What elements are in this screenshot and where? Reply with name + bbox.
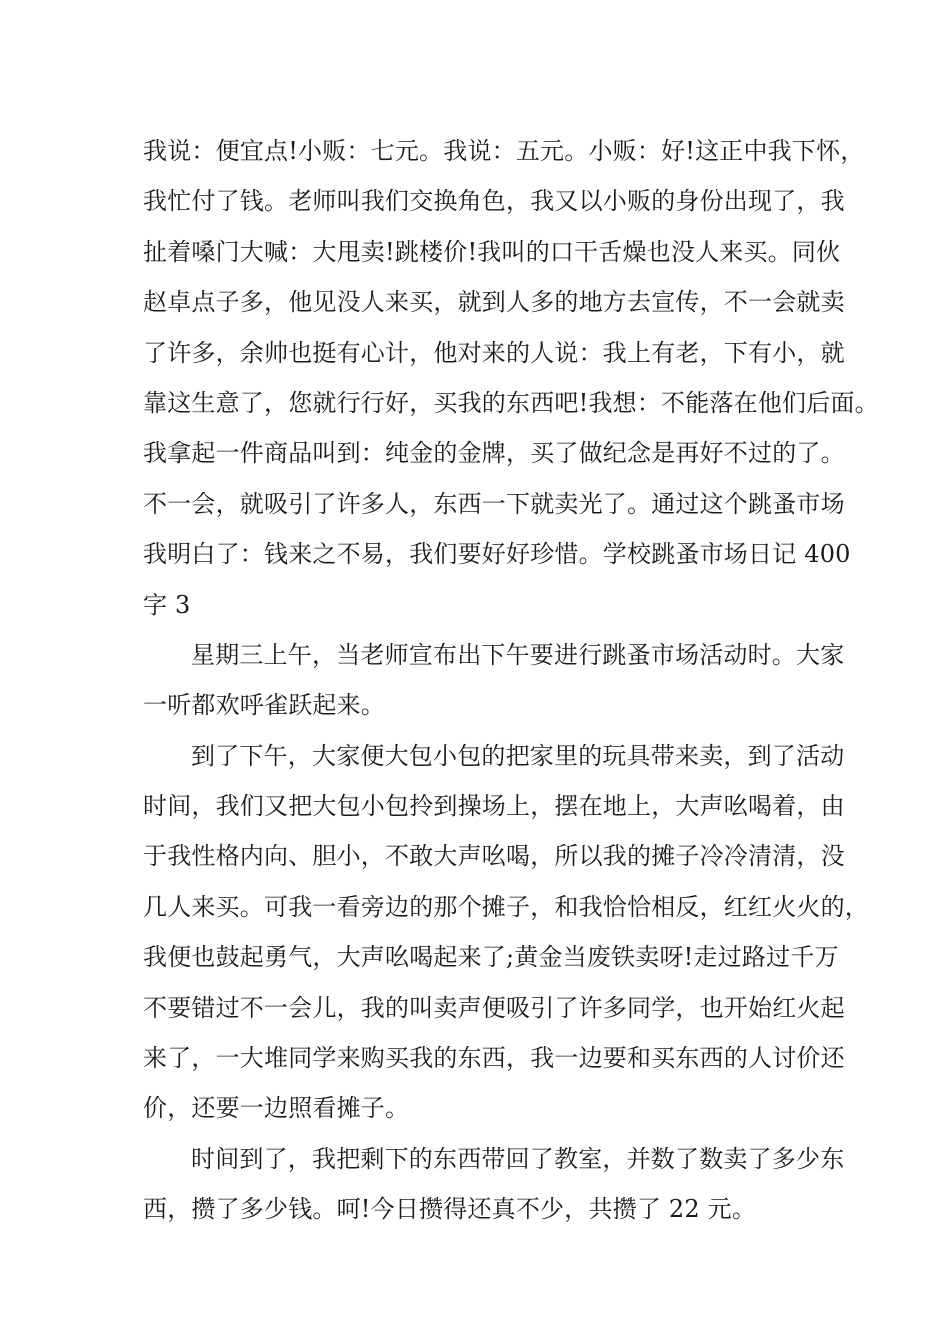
text-line: 几人来买。可我一看旁边的那个摊子，和我恰恰相反，红红火火的， bbox=[143, 892, 869, 921]
paragraph-start-line: 星期三上午，当老师宣布出下午要进行跳蚤市场活动时。大家 bbox=[191, 640, 845, 669]
text-line: 不一会，就吸引了许多人，东西一下就卖光了。通过这个跳蚤市场 bbox=[143, 489, 845, 518]
text-line: 我便也鼓起勇气，大声吆喝起来了;黄金当废铁卖呀!走过路过千万 bbox=[143, 943, 839, 972]
text-line: 一听都欢呼雀跃起来。 bbox=[143, 691, 385, 720]
diary-text bbox=[143, 126, 879, 1235]
text-line: 于我性格内向、胆小，不敢大声吆喝，所以我的摊子冷冷清清，没 bbox=[143, 842, 845, 871]
text-line: 扯着嗓门大喊：大甩卖!跳楼价!我叫的口干舌燥也没人来买。同伙 bbox=[143, 237, 841, 266]
text-line: 我说：便宜点!小贩：七元。我说：五元。小贩：好!这正中我下怀， bbox=[143, 137, 865, 165]
text-line: 西，攒了多少钱。呵!今日攒得还真不少，共攒了 22 元。 bbox=[143, 1195, 757, 1224]
text-line: 我忙付了钱。老师叫我们交换角色，我又以小贩的身份出现了，我 bbox=[143, 187, 845, 216]
paragraph-start-line: 时间到了，我把剩下的东西带回了教室，并数了数卖了多少东 bbox=[191, 1144, 845, 1173]
text-line: 我明白了：钱来之不易，我们要好好珍惜。学校跳蚤市场日记 400 bbox=[143, 540, 851, 569]
text-line: 了许多，余帅也挺有心计，他对来的人说：我上有老，下有小，就 bbox=[143, 338, 845, 367]
text-line: 时间，我们又把大包小包拎到操场上，摆在地上，大声吆喝着，由 bbox=[143, 792, 845, 821]
text-line: 价，还要一边照看摊子。 bbox=[143, 1094, 410, 1123]
paragraph-start-line: 到了下午，大家便大包小包的把家里的玩具带来卖，到了活动 bbox=[191, 741, 845, 770]
text-line: 靠这生意了，您就行行好，买我的东西吧!我想：不能落在他们后面。 bbox=[143, 388, 879, 417]
text-line: 我拿起一件商品叫到：纯金的金牌，买了做纪念是再好不过的了。 bbox=[143, 439, 845, 468]
text-line: 不要错过不一会儿，我的叫卖声便吸引了许多同学，也开始红火起 bbox=[143, 993, 845, 1022]
text-line: 赵卓点子多，他见没人来买，就到人多的地方去宣传，不一会就卖 bbox=[143, 288, 845, 317]
text-line: 字 3 bbox=[143, 590, 191, 619]
text-line: 来了，一大堆同学来购买我的东西，我一边要和买东西的人讨价还 bbox=[143, 1044, 845, 1073]
